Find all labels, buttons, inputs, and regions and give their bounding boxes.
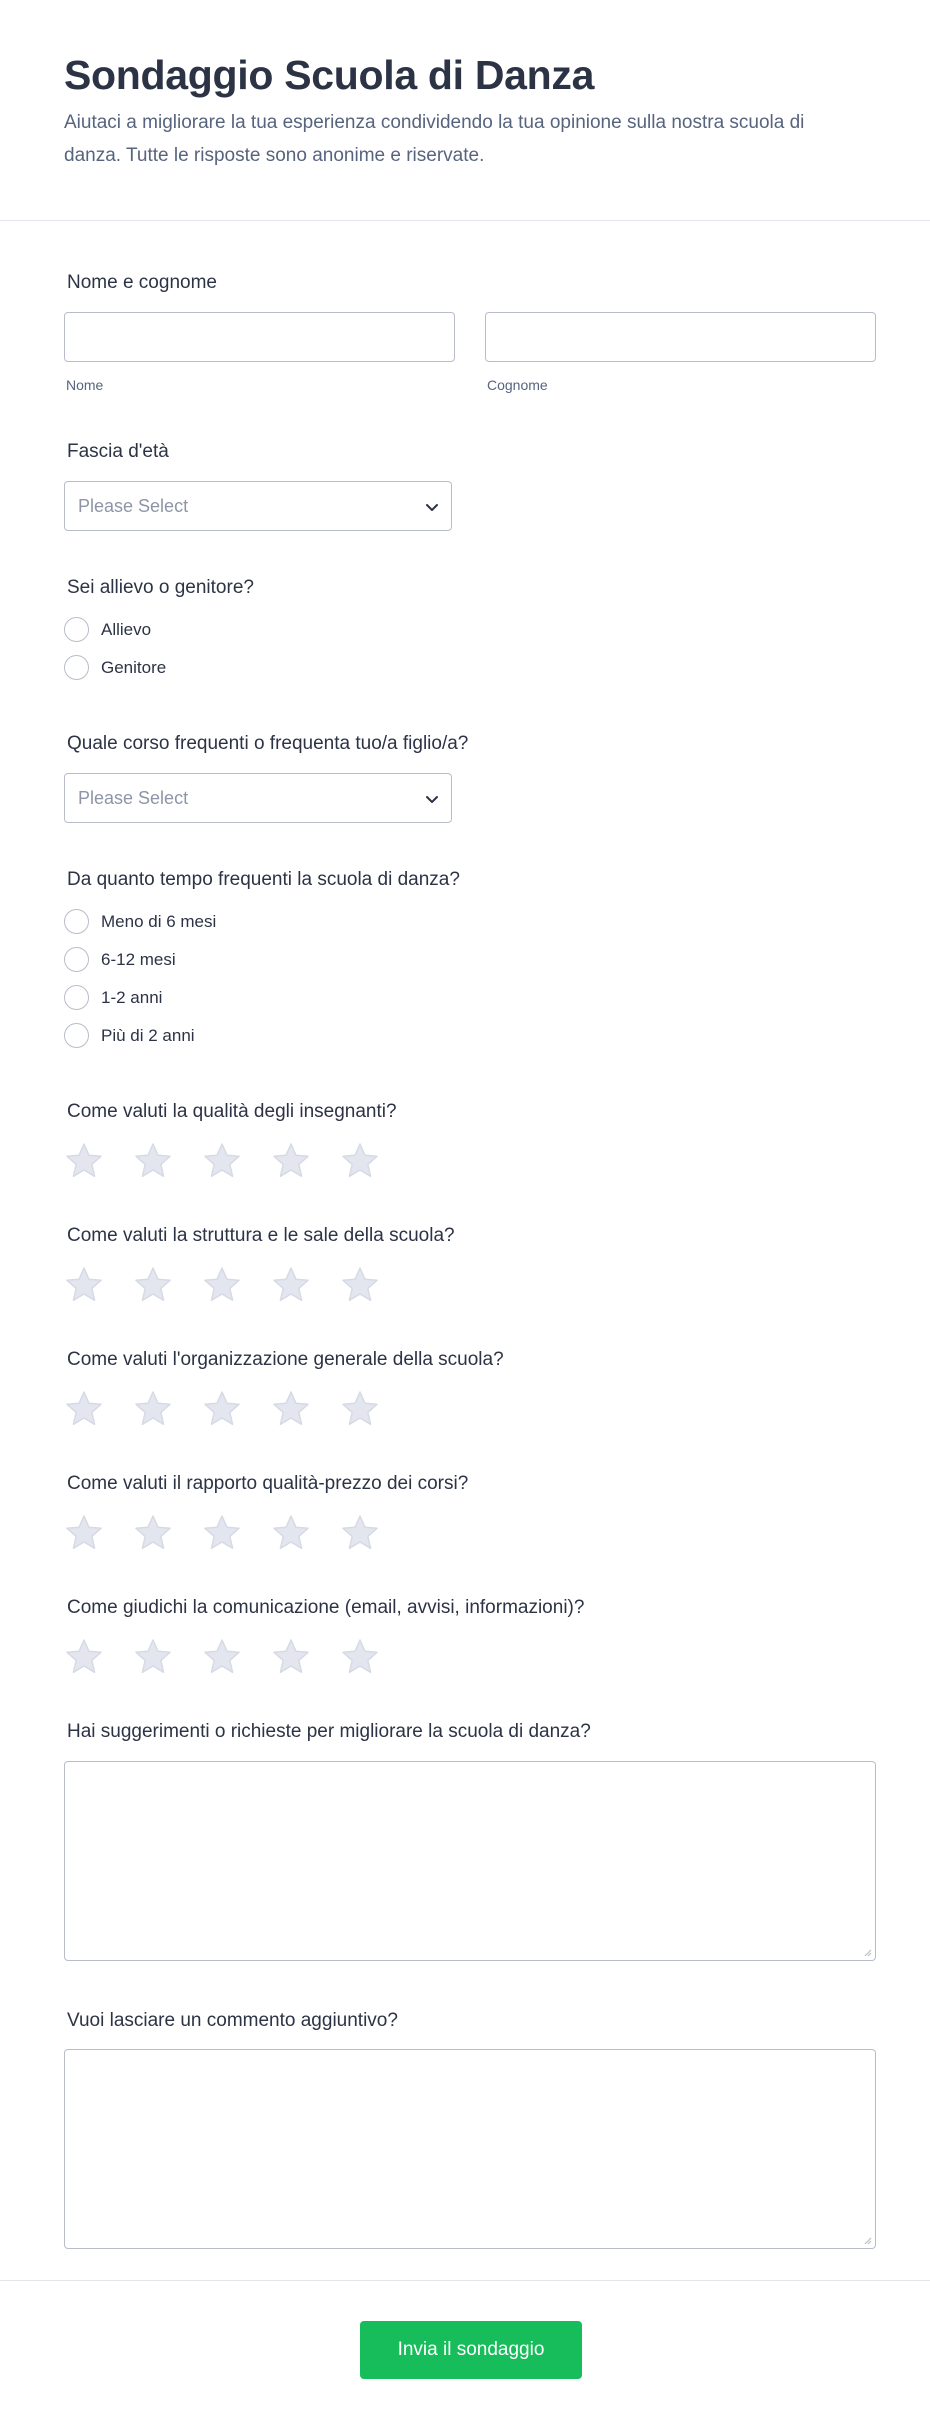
first-name-sublabel: Nome [66,377,104,393]
comment-textarea[interactable] [64,2049,876,2249]
star-icon[interactable] [340,1513,380,1553]
rating-value-label: Come valuti il rapporto qualità-prezzo dei corsi? [67,1473,469,1494]
star-icon[interactable] [340,1389,380,1429]
resize-handle-icon[interactable] [862,2235,872,2245]
rating-organization-label: Come valuti l'organizzazione generale della scuola? [67,1349,504,1370]
form-title: Sondaggio Scuola di Danza [64,52,595,98]
submit-button[interactable]: Invia il sondaggio [360,2321,582,2379]
comment-label: Vuoi lasciare un commento aggiuntivo? [67,2010,398,2031]
star-icon[interactable] [340,1265,380,1305]
rating-communication[interactable] [64,1637,424,1677]
role-label: Sei allievo o genitore? [67,577,254,598]
last-name-input[interactable] [485,312,876,362]
suggestions-textarea[interactable] [64,1761,876,1961]
star-icon[interactable] [271,1141,311,1181]
star-icon[interactable] [133,1389,173,1429]
suggestions-label: Hai suggerimenti o richieste per migliorare la scuola di danza? [67,1721,591,1742]
rating-facilities[interactable] [64,1265,424,1305]
first-name-input[interactable] [64,312,455,362]
name-label: Nome e cognome [67,272,217,293]
star-icon[interactable] [340,1637,380,1677]
star-icon[interactable] [340,1141,380,1181]
course-select[interactable] [64,773,452,823]
radio-button[interactable] [64,617,89,642]
star-icon[interactable] [271,1389,311,1429]
age-label: Fascia d'età [67,441,169,462]
rating-facilities-label: Come valuti la struttura e le sale della scuola? [67,1225,455,1246]
radio-button[interactable] [64,947,89,972]
course-select-placeholder: Please Select [78,788,189,808]
star-icon[interactable] [133,1141,173,1181]
form-header [0,0,930,221]
radio-button[interactable] [64,909,89,934]
star-icon[interactable] [202,1389,242,1429]
radio-option-label: Meno di 6 mesi [101,912,217,931]
star-icon[interactable] [133,1637,173,1677]
star-icon[interactable] [202,1637,242,1677]
star-icon[interactable] [64,1637,104,1677]
star-icon[interactable] [202,1513,242,1553]
resize-handle-icon[interactable] [862,1947,872,1957]
form-footer [0,2280,930,2426]
age-select-placeholder: Please Select [78,496,189,516]
star-icon[interactable] [133,1265,173,1305]
star-icon[interactable] [64,1389,104,1429]
star-icon[interactable] [202,1265,242,1305]
radio-option-label: 6-12 mesi [101,950,176,969]
star-icon[interactable] [64,1513,104,1553]
radio-option-label: Più di 2 anni [101,1026,195,1045]
chevron-down-icon [424,791,440,807]
star-icon[interactable] [271,1265,311,1305]
duration-label: Da quanto tempo frequenti la scuola di danza? [67,869,460,890]
star-icon[interactable] [133,1513,173,1553]
rating-teachers-label: Come valuti la qualità degli insegnanti? [67,1101,397,1122]
radio-option-label: Genitore [101,658,167,677]
rating-communication-label: Come giudichi la comunicazione (email, avvisi, informazioni)? [67,1597,585,1618]
star-icon[interactable] [271,1637,311,1677]
radio-button[interactable] [64,1023,89,1048]
course-label: Quale corso frequenti o frequenta tuo/a figlio/a? [67,733,469,754]
chevron-down-icon [424,499,440,515]
form-description: Aiutaci a migliorare la tua esperienza condividendo la tua opinione sulla nostra scuola di danza. Tutte le risposte sono anonime e riservate. [64,112,805,166]
last-name-sublabel: Cognome [487,377,548,393]
rating-teachers[interactable] [64,1141,424,1181]
star-icon[interactable] [64,1141,104,1181]
rating-value[interactable] [64,1513,424,1553]
age-select[interactable] [64,481,452,531]
rating-organization[interactable] [64,1389,424,1429]
star-icon[interactable] [64,1265,104,1305]
star-icon[interactable] [271,1513,311,1553]
radio-button[interactable] [64,655,89,680]
radio-option-label: Allievo [101,620,152,639]
radio-option-label: 1-2 anni [101,988,163,1007]
star-icon[interactable] [202,1141,242,1181]
radio-button[interactable] [64,985,89,1010]
